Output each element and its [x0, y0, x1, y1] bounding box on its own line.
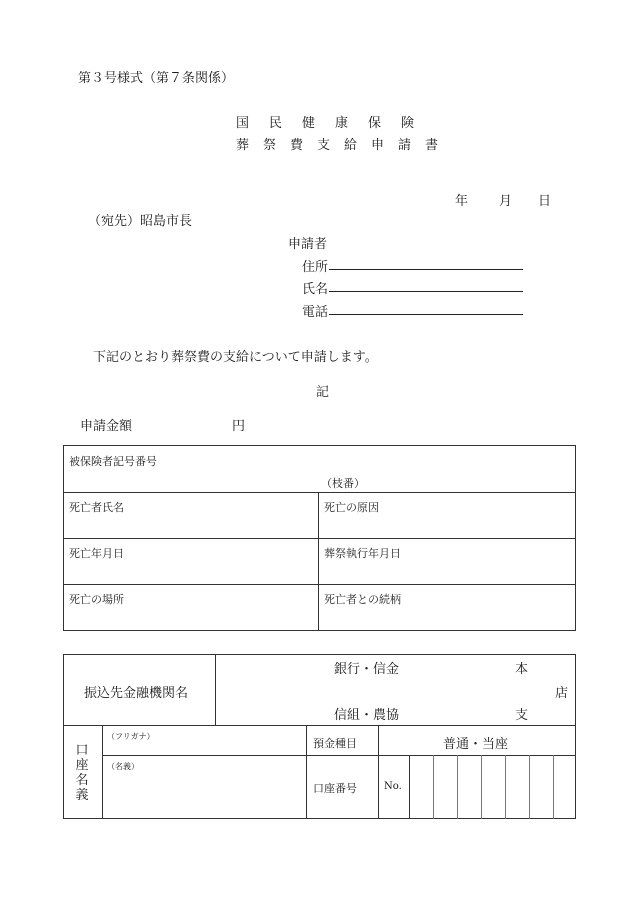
address-label: 住所	[302, 260, 329, 275]
bank-row-divider	[63, 725, 576, 726]
holder-right-divider	[306, 725, 307, 819]
details-divider-2	[63, 538, 576, 539]
applicant-label: 申請者	[288, 237, 328, 252]
bank-shinkin-label: 銀行・信金	[334, 662, 400, 677]
account-digit-box[interactable]	[553, 755, 554, 819]
details-divider-1	[63, 492, 576, 493]
bank-institution-divider	[215, 654, 216, 725]
title-line-1: 国民健康保険	[236, 116, 435, 131]
name-field[interactable]	[329, 291, 523, 292]
place-of-death-label: 死亡の場所	[69, 593, 124, 606]
statement: 下記のとおり葬祭費の支給について申請します。	[93, 350, 378, 365]
details-divider-3	[63, 584, 576, 585]
account-digit-box[interactable]	[457, 755, 458, 819]
insured-number-label: 被保険者記号番号	[69, 455, 157, 468]
account-number-no-label: No.	[384, 781, 402, 792]
cause-of-death-label: 死亡の原因	[324, 501, 379, 514]
type-label-divider	[378, 725, 379, 819]
account-digit-box[interactable]	[433, 755, 434, 819]
vertical-char-1: 口	[75, 743, 89, 758]
sub-branch-label: 支	[515, 708, 529, 723]
ki-heading: 記	[316, 385, 330, 400]
deposit-type-value[interactable]: 普通・当座	[443, 737, 509, 752]
holder-col-divider	[102, 725, 103, 819]
form-number: 第３号様式（第７条関係）	[78, 71, 235, 86]
amount-unit: 円	[232, 419, 246, 434]
date-day: 日	[538, 194, 552, 209]
holder-name-label: （名義）	[107, 762, 139, 771]
vertical-char-3: 名	[75, 773, 89, 788]
date-year: 年	[455, 194, 469, 209]
amount-label: 申請金額	[80, 419, 133, 434]
title-line-2: 葬祭費支給申請書	[236, 138, 453, 153]
details-col-divider	[318, 492, 319, 631]
account-digit-box[interactable]	[529, 755, 530, 819]
addressee: （宛先）昭島市長	[88, 214, 193, 229]
phone-field[interactable]	[329, 314, 523, 315]
vertical-char-2: 座	[75, 758, 89, 773]
date-month: 月	[499, 194, 513, 209]
address-field[interactable]	[329, 269, 523, 270]
funeral-date-label: 葬祭執行年月日	[324, 547, 401, 560]
vertical-char-4: 義	[75, 788, 89, 803]
deposit-type-label: 預金種目	[313, 737, 357, 750]
furigana-label: （フリガナ）	[107, 732, 155, 741]
date-of-death-label: 死亡年月日	[69, 547, 124, 560]
account-number-label: 口座番号	[313, 782, 357, 795]
main-branch-label: 本	[515, 662, 529, 677]
digit-divider-0	[409, 755, 410, 819]
name-label: 氏名	[302, 282, 329, 297]
account-holder-vertical-label	[74, 743, 90, 803]
branch-number-label: （枝番）	[321, 477, 365, 490]
deceased-name-label: 死亡者氏名	[69, 501, 124, 514]
institution-label: 振込先金融機関名	[84, 686, 189, 701]
account-digit-box[interactable]	[481, 755, 482, 819]
account-digit-box[interactable]	[505, 755, 506, 819]
phone-label: 電話	[302, 305, 329, 320]
branch-label: 店	[555, 686, 569, 701]
relationship-label: 死亡者との続柄	[324, 593, 401, 606]
shinkumi-nokyo-label: 信組・農協	[334, 708, 400, 723]
